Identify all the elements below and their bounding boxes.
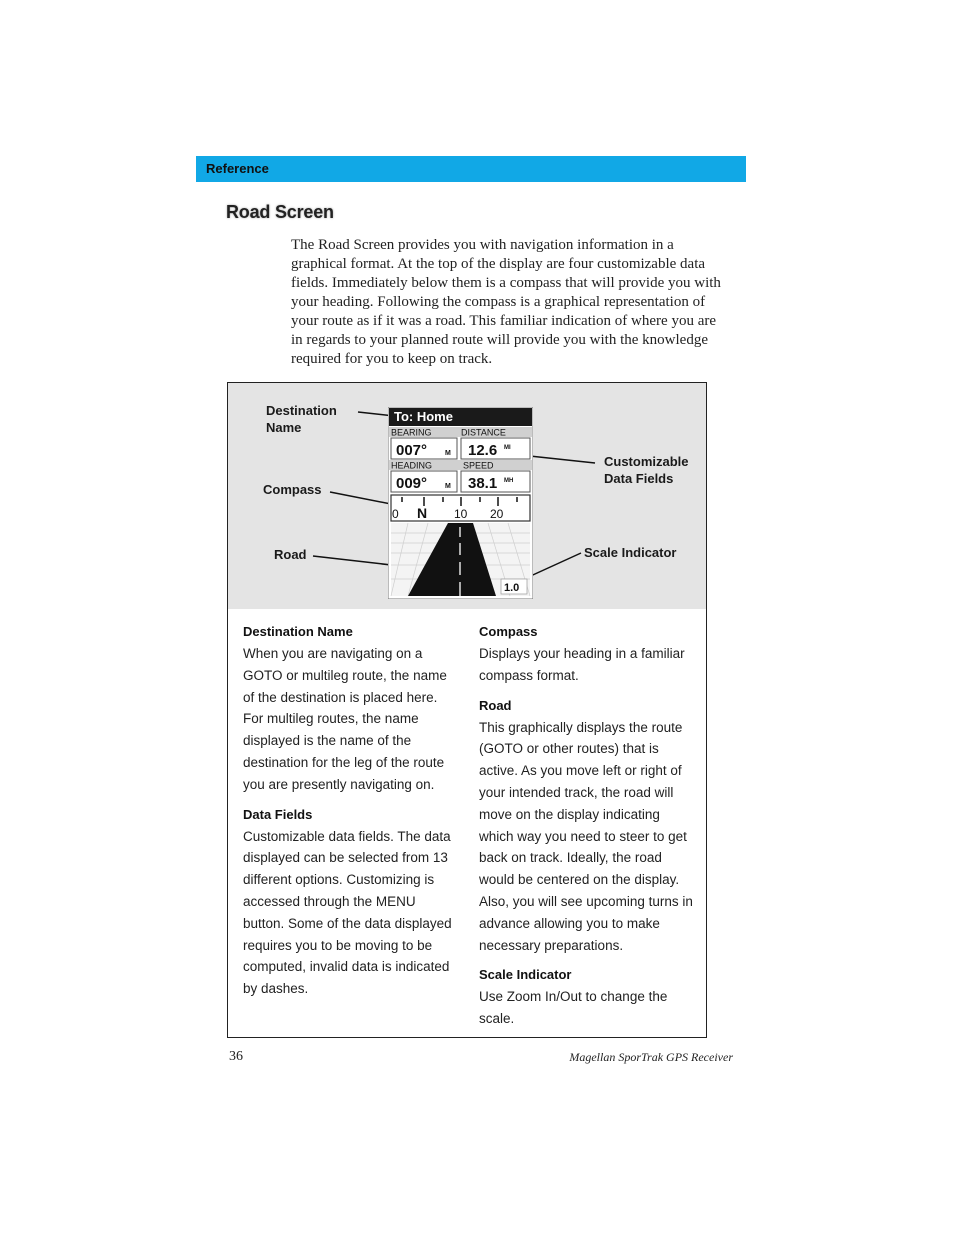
book-title: Magellan SporTrak GPS Receiver <box>569 1050 733 1064</box>
figure-box <box>227 382 707 1038</box>
right-column <box>479 621 694 1038</box>
gps-screen-graphic <box>388 407 533 599</box>
text-data-fields: Customizable data fields. The data displayed can be selected from 13 different options. Customizing is accessed through the MENU button. Some of the data displayed requires you to be moving to be computed, invalid data is indicated by dashes. <box>243 828 452 997</box>
field-unit-distance: MI <box>504 445 511 451</box>
heading-data-fields: Data Fields <box>243 806 313 822</box>
callout-destination-line1: Destination <box>266 403 337 418</box>
field-value-speed: 38.1 <box>468 475 498 492</box>
field-label-bearing: BEARING <box>391 427 432 438</box>
intro-paragraph: The Road Screen provides you with navigation information in a graphical format. At the top of the display are four customizable data fields. Immediately below them is a compass that will provide you with your heading. Following the compass is a graphical representation of your route as if it was a road. This familiar indication of where you are in regards to your planned route will provide you with the knowledge required for you to keep on track. <box>291 237 721 367</box>
section-label: Reference <box>206 161 269 176</box>
field-unit-speed: MH <box>504 478 514 484</box>
compass-label-10: 10 <box>454 507 468 521</box>
text-road: This graphically displays the route (GOTO or other routes) that is active. As you move left or right of your intended track, the road will move on the display indicating which way you need to steer to get back on track. Ideally, the road would be centered on the display. Also, you will see upcoming turns in advance allowing you to make necessary preparations. <box>479 719 693 953</box>
heading-compass: Compass <box>479 624 538 639</box>
field-value-heading: 009° <box>396 475 428 492</box>
compass-label-20: 20 <box>490 507 504 521</box>
callout-road: Road <box>274 547 307 562</box>
heading-destination-name: Destination Name <box>243 624 353 639</box>
callout-compass: Compass <box>263 482 322 497</box>
leader-road <box>313 556 400 566</box>
text-scale-indicator: Use Zoom In/Out to change the scale. <box>479 989 668 1027</box>
page-number: 36 <box>229 1049 243 1064</box>
field-unit-bearing: M <box>445 450 451 457</box>
field-label-heading: HEADING <box>391 460 433 471</box>
callout-scale-indicator: Scale Indicator <box>584 545 677 560</box>
compass-label-n: N <box>417 505 428 521</box>
compass-label-0: 0 <box>392 507 399 521</box>
field-label-speed: SPEED <box>463 460 494 471</box>
heading-road: Road <box>479 697 512 713</box>
callout-destination-line2: Name <box>266 420 302 435</box>
field-value-bearing: 007° <box>396 442 428 459</box>
left-column <box>243 621 458 1008</box>
text-destination-name: When you are navigating on a GOTO or multileg route, the name of the destination is placed here. For multileg routes, the name displayed is the name of the destination for the leg of the route you are presently navigating on. <box>243 646 447 792</box>
text-compass: Displays your heading in a familiar compass format. <box>479 646 685 683</box>
page-title: Road Screen <box>226 202 334 222</box>
callout-fields-line2: Data Fields <box>604 471 674 486</box>
heading-scale-indicator: Scale Indicator <box>479 967 572 983</box>
screen-destination: To: Home <box>394 409 453 424</box>
field-label-distance: DISTANCE <box>461 427 506 438</box>
callout-fields-line1: Customizable <box>604 454 689 469</box>
road-graphic <box>391 523 530 596</box>
field-unit-heading: M <box>445 483 451 490</box>
gps-screen <box>388 407 533 599</box>
field-value-distance: 12.6 <box>468 442 498 459</box>
leader-compass <box>330 492 396 505</box>
section-header-bar <box>196 156 746 182</box>
diagram-area <box>228 383 706 609</box>
scale-value: 1.0 <box>504 582 520 594</box>
